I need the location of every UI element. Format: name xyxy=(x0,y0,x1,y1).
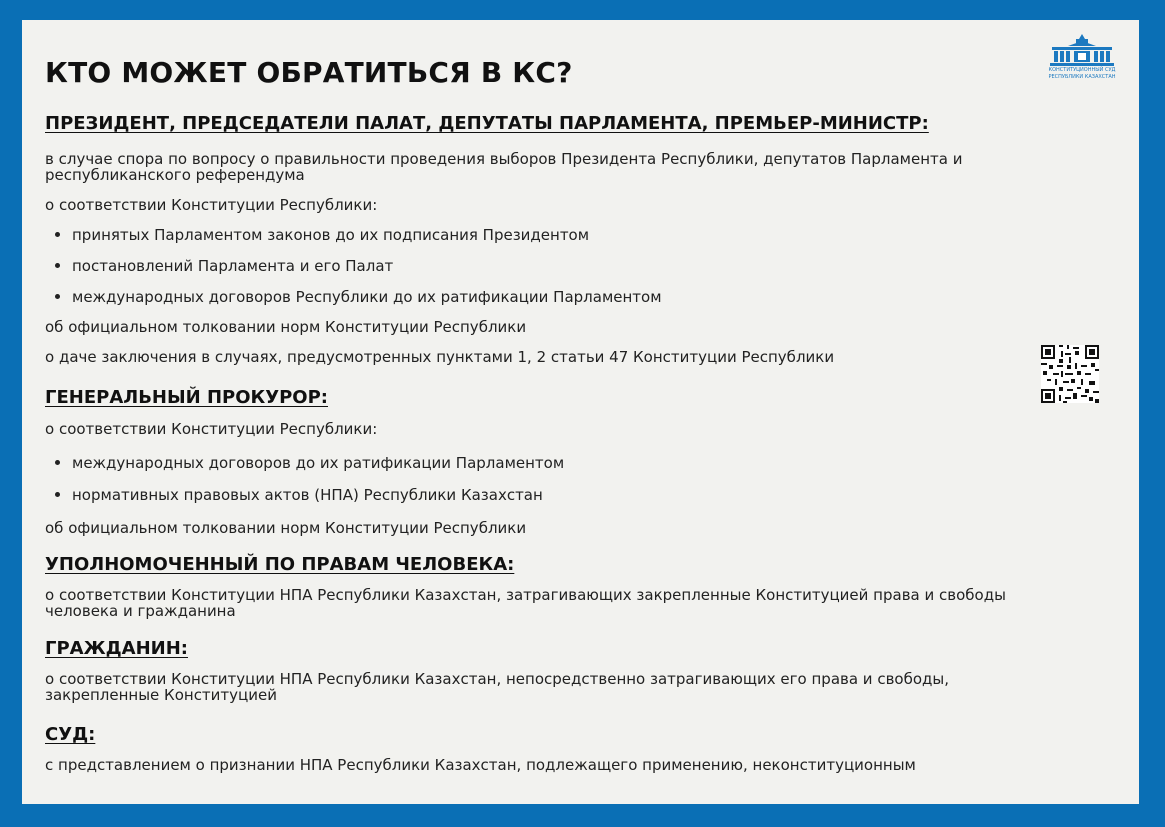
list-item xyxy=(45,227,589,243)
prosecutor-text-interpretation: об официальном толковании норм Конституции Республики xyxy=(45,519,527,537)
list-item xyxy=(45,289,662,305)
list-item xyxy=(45,258,393,274)
logo-line-1: КОНСТИТУЦИОННЫЙ СУД xyxy=(1048,67,1116,73)
heading-president: ПРЕЗИДЕНТ, ПРЕДСЕДАТЕЛИ ПАЛАТ, ДЕПУТАТЫ ПАРЛАМЕНТА, ПРЕМЬЕР-МИНИСТР: xyxy=(45,113,929,134)
logo-line-2: РЕСПУБЛИКИ КАЗАХСТАН xyxy=(1048,74,1116,80)
list-item xyxy=(45,487,543,503)
court-building-icon xyxy=(1044,32,1120,66)
court-logo xyxy=(1044,32,1120,94)
bullet-icon xyxy=(55,460,60,465)
president-text-conclusion: о даче заключения в случаях, предусмотренных пунктами 1, 2 статьи 47 Конституции Республики xyxy=(45,348,835,366)
list-item-text: принятых Парламентом законов до их подписания Президентом xyxy=(72,226,590,244)
page-title: КТО МОЖЕТ ОБРАТИТЬСЯ В КС? xyxy=(45,56,573,89)
list-item-text: нормативных правовых актов (НПА) Республики Казахстан xyxy=(72,486,543,504)
list-item-text: международных договоров до их ратификации Парламентом xyxy=(72,454,565,472)
list-item-text: международных договоров Республики до их ратификации Парламентом xyxy=(72,288,662,306)
citizen-text: о соответствии Конституции НПА Республики Казахстан, непосредственно затрагивающих его права и свободы, закрепленные Конституцией xyxy=(45,670,949,704)
heading-citizen: ГРАЖДАНИН: xyxy=(45,638,188,659)
poster-page xyxy=(22,20,1139,804)
heading-prosecutor: ГЕНЕРАЛЬНЫЙ ПРОКУРОР: xyxy=(45,387,328,408)
ombudsman-text: о соответствии Конституции НПА Республики Казахстан, затрагивающих закрепленные Конституцией права и свободы человека и гражданина xyxy=(45,586,1006,620)
bullet-icon xyxy=(55,294,60,299)
court-text: с представлением о признании НПА Республики Казахстан, подлежащего применению, неконституционным xyxy=(45,756,916,774)
prosecutor-text-conformity: о соответствии Конституции Республики: xyxy=(45,420,378,438)
bullet-icon xyxy=(55,263,60,268)
list-item xyxy=(45,455,564,471)
bullet-icon xyxy=(55,492,60,497)
president-text-interpretation: об официальном толковании норм Конституции Республики xyxy=(45,318,527,336)
president-text-elections: в случае спора по вопросу о правильности проведения выборов Президента Республики, депутатов Парламента и республиканского референдума xyxy=(45,150,963,184)
heading-court: СУД: xyxy=(45,724,96,745)
president-text-conformity: о соответствии Конституции Республики: xyxy=(45,196,378,214)
bullet-icon xyxy=(55,232,60,237)
heading-ombudsman: УПОЛНОМОЧЕННЫЙ ПО ПРАВАМ ЧЕЛОВЕКА: xyxy=(45,554,515,575)
qr-code-icon xyxy=(1041,345,1099,403)
list-item-text: постановлений Парламента и его Палат xyxy=(72,257,394,275)
